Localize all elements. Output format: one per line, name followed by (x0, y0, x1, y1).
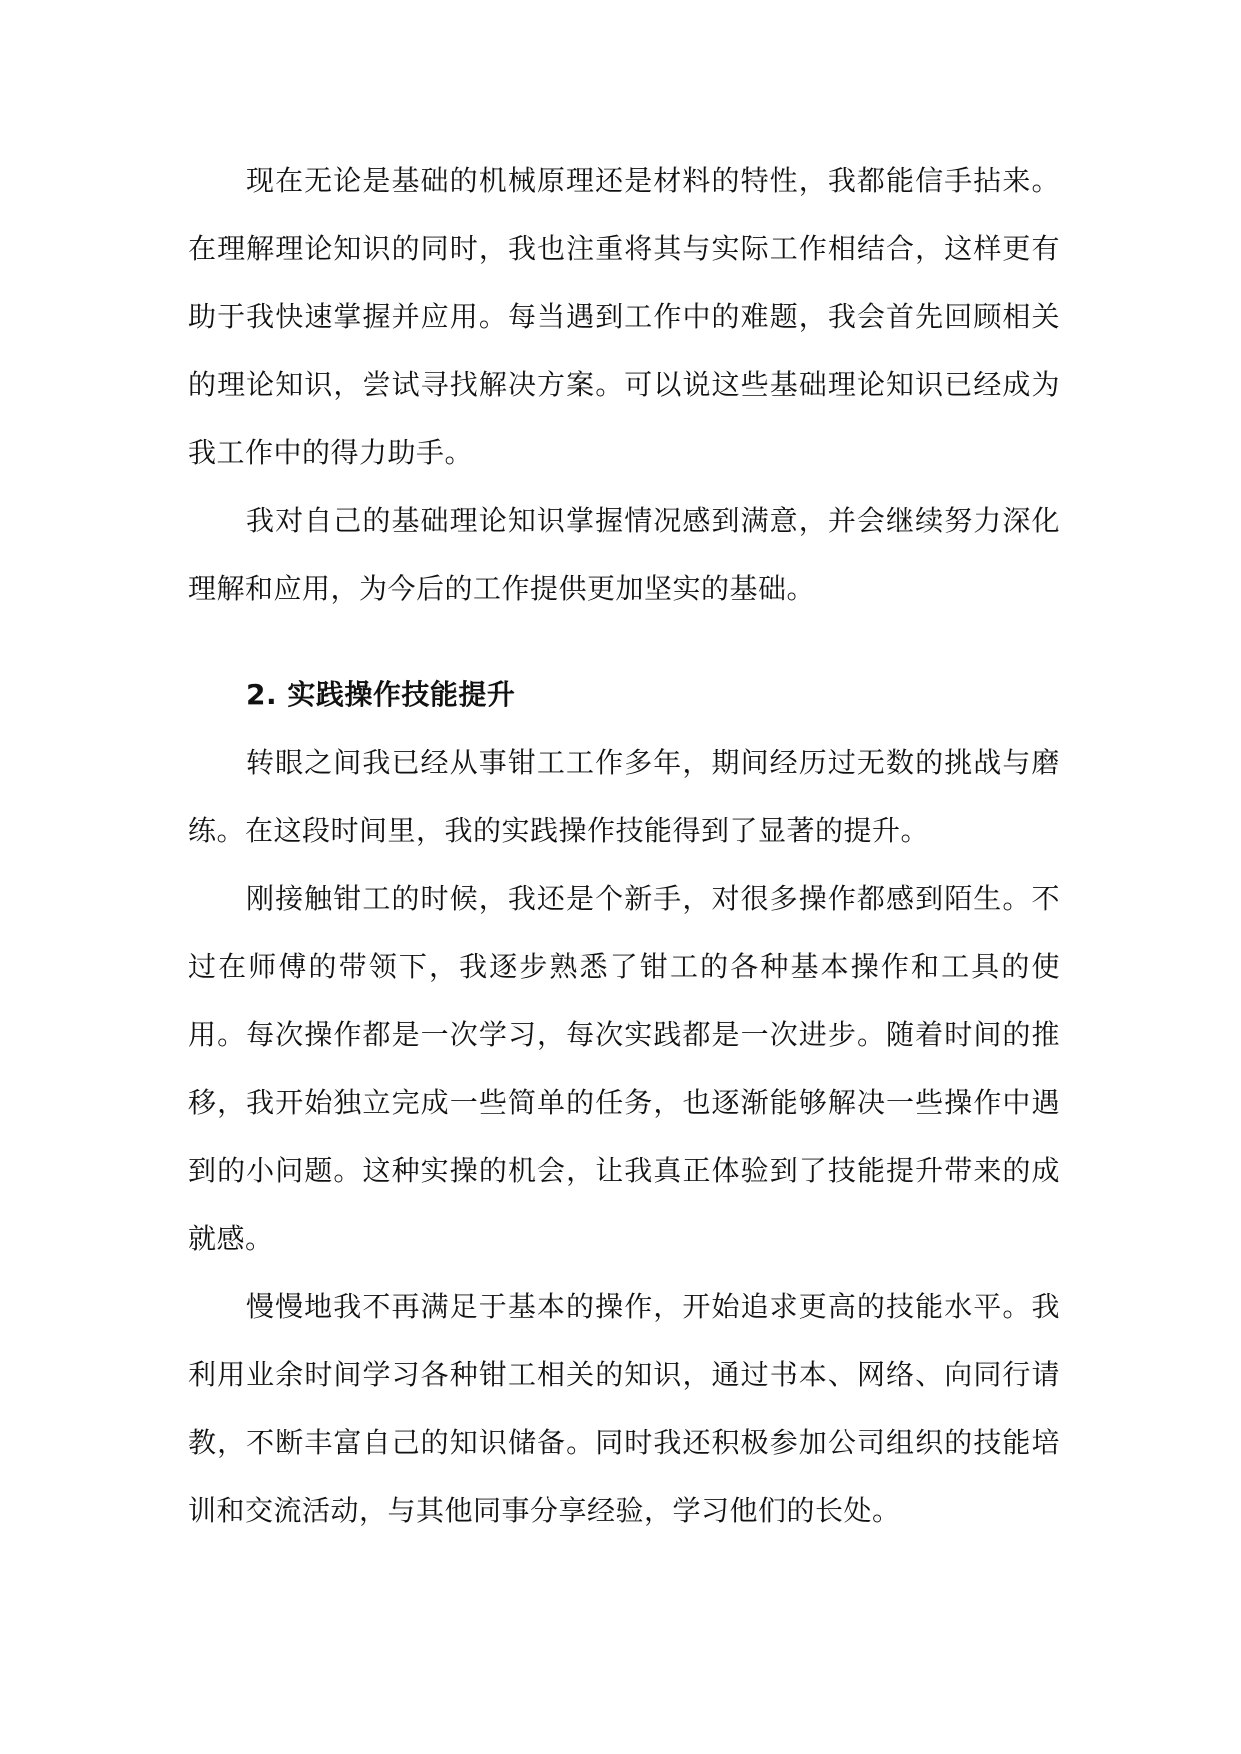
paragraph-beginner-progress: 刚接触钳工的时候，我还是个新手，对很多操作都感到陌生。不过在师傅的带领下，我逐步熟悉了钳工的各种基本操作和工具的使用。每次操作都是一次学习，每次实践都是一次进步。随着时间的推移，我开始独立完成一些简单的任务，也逐渐能够解决一些操作中遇到的小问题。这种实操的机会，让我真正体验到了技能提升带来的成就感。 (188, 882, 1060, 1255)
document-body (188, 147, 1060, 1545)
paragraph-theory-satisfaction: 我对自己的基础理论知识掌握情况感到满意，并会继续努力深化理解和应用，为今后的工作提供更加坚实的基础。 (188, 504, 1060, 605)
section-heading-practical-skills: 2. 实践操作技能提升 (246, 678, 516, 711)
paragraph-years-experience: 转眼之间我已经从事钳工工作多年，期间经历过无数的挑战与磨练。在这段时间里，我的实践操作技能得到了显著的提升。 (188, 746, 1060, 847)
paragraph-higher-skills: 慢慢地我不再满足于基本的操作，开始追求更高的技能水平。我利用业余时间学习各种钳工相关的知识，通过书本、网络、向同行请教，不断丰富自己的知识储备。同时我还积极参加公司组织的技能培训和交流活动，与其他同事分享经验，学习他们的长处。 (188, 1290, 1060, 1527)
paragraph-theory-application: 现在无论是基础的机械原理还是材料的特性，我都能信手拈来。在理解理论知识的同时，我也注重将其与实际工作相结合，这样更有助于我快速掌握并应用。每当遇到工作中的难题，我会首先回顾相关的理论知识，尝试寻找解决方案。可以说这些基础理论知识已经成为我工作中的得力助手。 (188, 164, 1060, 469)
